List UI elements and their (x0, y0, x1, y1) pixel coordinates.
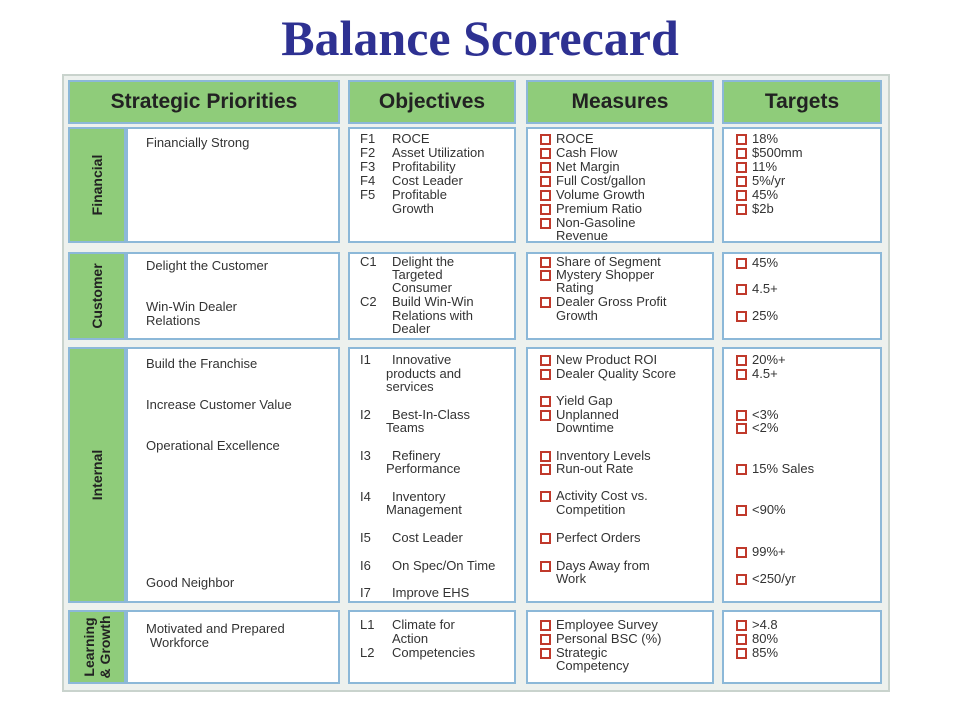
section-label-learning-growth: Learning & Growth (68, 610, 126, 684)
objective-item-cont: Teams (386, 420, 425, 435)
objective-item: I5 Cost Leader (360, 530, 463, 545)
measure-item-cont: Growth (556, 308, 598, 323)
objective-item-cont: Action (392, 631, 429, 646)
objective-item-cont: Growth (392, 201, 434, 216)
measure-item: Activity Cost vs. (538, 489, 648, 503)
objective-item: I6 On Spec/On Time (360, 558, 496, 573)
measure-item-cont: Downtime (556, 420, 614, 435)
objective-item: I4 Inventory (360, 489, 446, 504)
target-item: $2b (734, 202, 774, 216)
objective-item: F2 Asset Utilization (360, 145, 485, 160)
section-label-internal: Internal (68, 347, 126, 603)
measure-item-cont: Rating (556, 280, 594, 295)
objective-item: F4 Cost Leader (360, 173, 463, 188)
target-item: <90% (734, 503, 786, 517)
measure-item-cont: Competition (556, 502, 626, 517)
target-item: 5%/yr (734, 174, 785, 188)
measure-item: Employee Survey (538, 618, 658, 632)
objective-item-cont: Relations with (392, 308, 473, 323)
header-objectives: Objectives (348, 80, 516, 124)
target-item: $500mm (734, 146, 803, 160)
objective-item-cont: services (386, 379, 434, 394)
measure-item: Inventory Levels (538, 449, 651, 463)
measure-item: Unplanned (538, 408, 619, 422)
measure-item: Non-Gasoline (538, 216, 636, 230)
objective-item: C1 Delight the (360, 254, 455, 269)
measure-item: Volume Growth (538, 188, 645, 202)
priority-item: Build the Franchise (146, 356, 258, 371)
measure-item: Yield Gap (538, 394, 613, 408)
priority-item: Delight the Customer (146, 258, 269, 273)
target-item: <2% (734, 421, 778, 435)
objective-item-cont: Targeted (392, 267, 443, 282)
measure-item: Share of Segment (538, 255, 661, 269)
measure-item: Days Away from (538, 559, 650, 573)
target-item: 15% Sales (734, 462, 814, 476)
measure-item: Run-out Rate (538, 462, 633, 476)
target-item: 85% (734, 646, 778, 660)
measure-item: ROCE (538, 132, 594, 146)
objective-item: I7 Improve EHS (360, 585, 470, 600)
priority-item: Financially Strong (146, 135, 250, 150)
priority-item: Good Neighbor (146, 575, 235, 590)
objective-item-cont: Performance (386, 461, 461, 476)
objective-item: I1 Innovative (360, 352, 452, 367)
objective-item: F3 Profitability (360, 159, 456, 174)
objective-item: I2 Best-In-Class (360, 407, 471, 422)
priority-item: Increase Customer Value (146, 397, 292, 412)
objective-item: F1 ROCE (360, 131, 430, 146)
header-measures: Measures (526, 80, 714, 124)
priority-item-cont: Relations (146, 313, 201, 328)
objective-item: L2 Competencies (360, 645, 476, 660)
target-item: 18% (734, 132, 778, 146)
header-targets: Targets (722, 80, 882, 124)
measure-item-cont: Revenue (556, 228, 609, 243)
measure-item-cont: Work (556, 571, 587, 586)
objective-item-cont: products and (386, 366, 462, 381)
target-item: >4.8 (734, 618, 778, 632)
measure-item: Net Margin (538, 160, 620, 174)
target-item: 4.5+ (734, 367, 778, 381)
objective-item-cont: Consumer (392, 280, 452, 295)
section-label-customer: Customer (68, 252, 126, 340)
priority-item: Operational Excellence (146, 438, 280, 453)
measure-item: Perfect Orders (538, 531, 641, 545)
objective-item-cont: Management (386, 502, 462, 517)
measure-item: New Product ROI (538, 353, 657, 367)
measure-item-cont: Competency (556, 658, 629, 673)
target-item: 45% (734, 256, 778, 270)
priority-item: Motivated and Prepared (146, 621, 285, 636)
measure-item: Full Cost/gallon (538, 174, 646, 188)
target-item: 4.5+ (734, 282, 778, 296)
objective-item: L1 Climate for (360, 617, 455, 632)
measure-item: Cash Flow (538, 146, 617, 160)
target-item: 45% (734, 188, 778, 202)
measure-item: Dealer Gross Profit (538, 295, 667, 309)
target-item: 20%+ (734, 353, 786, 367)
header-strategic-priorities: Strategic Priorities (68, 80, 340, 124)
objective-item: I3 Refinery (360, 448, 441, 463)
measure-item: Mystery Shopper (538, 268, 654, 282)
target-item: 99%+ (734, 545, 786, 559)
section-label-financial: Financial (68, 127, 126, 243)
objective-item: C2 Build Win-Win (360, 294, 474, 309)
target-item: <250/yr (734, 572, 796, 586)
objective-item: F5 Profitable (360, 187, 447, 202)
target-item: 25% (734, 309, 778, 323)
priority-item-cont: Workforce (150, 635, 209, 650)
measure-item: Strategic (538, 646, 607, 660)
measure-item: Personal BSC (%) (538, 632, 661, 646)
target-item: 80% (734, 632, 778, 646)
priority-item: Win-Win Dealer (146, 299, 238, 314)
target-item: <3% (734, 408, 778, 422)
page-title: Balance Scorecard (281, 10, 679, 66)
measure-item: Dealer Quality Score (538, 367, 676, 381)
objective-item-cont: Dealer (392, 321, 431, 336)
measure-item: Premium Ratio (538, 202, 642, 216)
internal-priorities-cell (126, 347, 340, 603)
target-item: 11% (734, 160, 777, 174)
